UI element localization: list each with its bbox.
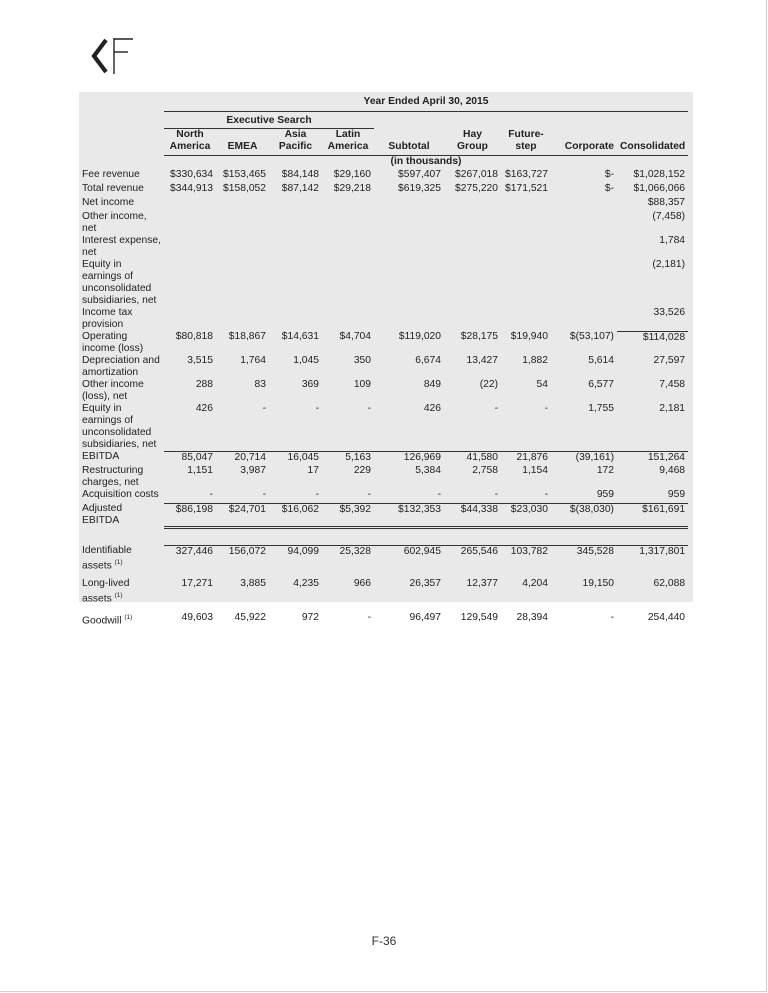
table-cell: 426 [195,403,213,414]
table-row [79,307,688,331]
table-cell: - [610,611,614,623]
table-row [79,545,688,572]
table-cell: 5,614 [588,355,614,366]
table-cell: 41,580 [444,451,501,465]
table-cell: $161,691 [617,503,688,527]
footnote-marker: (1) [124,613,133,621]
table-cell [322,307,374,331]
column-header-line2: Consolidated [620,141,686,152]
table-cell: $119,020 [398,331,441,342]
table-cell: 6,577 [588,379,614,390]
column-header-line1: Asia [284,129,307,140]
row-label [79,197,164,211]
table-cell [269,235,322,259]
table-cell: $29,160 [333,169,371,180]
table-cell: $171,521 [505,183,548,194]
table-cell: 83 [254,379,266,390]
table-cell: 265,546 [444,545,501,572]
table-cell: 9,468 [659,465,686,476]
table-cell: 2,181 [659,403,686,414]
column-header-row-2 [79,141,688,156]
table-cell: 6,674 [415,355,441,366]
table-cell [322,235,374,259]
table-cell: 5,384 [415,465,441,476]
column-header-line1: Hay [463,128,482,140]
table-cell [444,307,501,331]
table-cell: 1,154 [522,465,548,476]
table-cell: (22) [479,379,498,390]
table-row [79,259,688,307]
table-cell [322,197,374,211]
table-cell: 25,328 [322,545,374,572]
column-header-line2: step [515,141,537,152]
table-cell: 28,394 [516,611,548,623]
table-cell: $- [604,169,614,180]
table-cell: - [262,403,266,414]
table-cell: (2,181) [652,259,686,270]
table-cell [269,211,322,235]
table-cell: 1,784 [659,235,686,246]
table-cell: 5,163 [322,451,374,465]
table-cell: $153,465 [223,169,266,180]
row-label-text: Acquisition costs [82,489,159,500]
table-cell: 17,271 [181,578,213,590]
table-cell: 20,714 [216,451,269,465]
table-row [79,612,688,627]
column-header-line2: EMEA [227,141,258,152]
table-row [79,197,688,211]
table-cell: 129,549 [460,611,498,623]
column-header-line1 [374,129,444,142]
column-header-line1 [551,129,617,142]
table-cell: 4,204 [522,578,548,590]
table-cell [164,235,216,259]
table-cell [216,197,269,211]
units-row [79,156,688,170]
table-cell: $87,142 [281,183,319,194]
column-header-line2: America [327,141,369,152]
table-cell: 959 [667,489,686,500]
table-cell: 972 [301,611,319,623]
segment-table-panel [79,92,693,627]
table-cell: 4,235 [293,578,319,590]
row-label-text: Other income (loss), net [82,379,144,402]
table-cell: - [437,489,441,500]
table-cell [444,197,501,211]
table-cell: 327,446 [164,545,216,572]
table-cell [444,235,501,259]
table-row [79,355,688,379]
period-header-row [79,92,688,112]
row-label-text: Depreciation and amortization [82,355,160,378]
table-cell: 172 [596,465,614,476]
table-cell: 156,072 [216,545,269,572]
column-header-line1 [617,129,688,142]
table-row [79,465,688,489]
table-cell [216,235,269,259]
table-cell: 151,264 [617,451,688,465]
table-cell: - [544,403,548,414]
table-cell: $1,028,152 [633,169,686,180]
row-label-text: Equity in earnings of unconsolidated subsidiaries, net [82,259,157,306]
row-label-text: Identifiable assets [82,545,132,572]
table-cell: 103,782 [501,545,551,572]
table-cell: 1,045 [293,355,319,366]
table-cell: 1,882 [522,355,548,366]
table-cell [551,197,617,211]
column-header-line2: Corporate [564,141,614,152]
table-cell: 96,497 [409,611,441,623]
row-label [79,379,164,403]
table-cell: $158,052 [223,183,266,194]
table-row [79,489,688,503]
row-label [79,331,164,355]
table-cell: 959 [596,489,614,500]
table-cell: 45,922 [234,611,266,623]
table-cell: 3,515 [187,355,213,366]
row-label-text: Other income, net [82,211,147,234]
table-cell: - [315,403,319,414]
table-cell [501,197,551,211]
column-header-line1: Future- [508,128,544,140]
table-cell: 19,150 [582,578,614,590]
table-cell [501,259,551,307]
table-cell [374,197,444,211]
table-cell: 21,876 [501,451,551,465]
row-label [79,235,164,259]
table-cell: $84,148 [281,169,319,180]
table-cell: - [367,489,371,500]
table-cell: 1,755 [588,403,614,414]
row-label [79,355,164,379]
table-cell [269,259,322,307]
table-cell: $1,066,066 [633,183,686,194]
table-row [79,235,688,259]
table-cell: 12,377 [466,578,498,590]
row-label [79,403,164,451]
row-label-text: Interest expense, net [82,235,161,258]
table-cell: 288 [195,379,213,390]
table-row [79,578,688,605]
row-label [79,578,164,605]
table-cell: 109 [353,379,371,390]
table-row [79,169,688,183]
row-label-text: Goodwill [82,615,122,627]
table-cell: - [209,489,213,500]
table-cell [322,259,374,307]
table-cell [501,307,551,331]
table-cell: - [367,403,371,414]
table-cell: (39,161) [551,451,617,465]
table-row [79,211,688,235]
table-cell: 345,528 [551,545,617,572]
table-cell [322,211,374,235]
footnote-marker: (1) [114,592,123,600]
table-cell: $23,030 [501,503,551,527]
table-cell: - [262,489,266,500]
table-cell: 33,526 [653,307,686,318]
table-cell [216,307,269,331]
table-cell: $267,018 [455,169,498,180]
table-cell: 85,047 [164,451,216,465]
table-cell [164,197,216,211]
row-label-text: Income tax provision [82,307,133,330]
table-cell [444,211,501,235]
table-cell [269,197,322,211]
table-cell: $132,353 [374,503,444,527]
table-cell [164,259,216,307]
table-cell: $80,818 [175,331,213,342]
table-cell: $163,727 [505,169,548,180]
row-label-text: Restructuring charges, net [82,465,144,488]
table-cell: $88,357 [647,197,686,208]
page-number: F-36 [371,934,397,948]
column-header-line1 [216,129,269,142]
table-cell: 849 [423,379,441,390]
table-cell: (7,458) [652,211,686,222]
table-cell: 229 [353,465,371,476]
row-label-text: Total revenue [82,183,144,194]
table-cell: $4,704 [339,331,371,342]
table-cell: 350 [353,355,371,366]
table-cell: $330,634 [170,169,213,180]
row-label [79,451,164,465]
table-row [79,183,688,197]
table-cell [551,235,617,259]
row-label-text: Adjusted EBITDA [82,503,123,526]
table-row [79,331,688,355]
company-logo [88,36,138,76]
row-label-text: Long-lived assets [82,578,130,605]
table-cell: 7,458 [659,379,686,390]
segment-table [79,92,688,627]
table-cell: 369 [301,379,319,390]
table-cell [501,211,551,235]
table-cell: $29,218 [333,183,371,194]
row-label [79,465,164,489]
table-cell: - [494,489,498,500]
table-cell: $18,867 [228,331,266,342]
row-label-text: Net income [82,197,135,208]
table-cell [444,259,501,307]
table-cell: 27,597 [653,355,686,366]
table-cell: 1,764 [240,355,266,366]
row-label-text: EBITDA [82,451,120,462]
table-cell: 1,151 [187,465,213,476]
row-label [79,612,164,627]
table-cell: $28,175 [460,331,498,342]
column-header-line2: America [169,141,211,152]
table-cell: $344,913 [170,183,213,194]
table-cell [374,307,444,331]
table-row [79,503,688,527]
table-cell: $19,940 [510,331,548,342]
group-header-row [79,112,688,129]
column-header-row-1 [79,129,688,142]
units-label: (in thousands) [164,156,688,170]
table-cell: - [494,403,498,414]
table-cell: $114,028 [617,331,688,355]
table-cell: 26,357 [409,578,441,590]
column-header-line2: Group [457,141,488,152]
row-label [79,307,164,331]
table-cell: $619,325 [398,183,441,194]
table-cell: 1,317,801 [617,545,688,572]
executive-search-header: Executive Search [164,112,374,129]
table-cell: $24,701 [216,503,269,527]
column-header-line2: Pacific [278,141,313,152]
table-cell: 16,045 [269,451,322,465]
table-cell: 94,099 [269,545,322,572]
table-cell [216,211,269,235]
table-cell: 3,885 [240,578,266,590]
table-cell [501,235,551,259]
table-cell: $44,338 [444,503,501,527]
footnote-marker: (1) [114,559,123,566]
table-cell: - [544,489,548,500]
table-cell: - [315,489,319,500]
row-label-text: Operating income (loss) [82,331,144,354]
table-cell [216,259,269,307]
table-cell: 2,758 [472,465,498,476]
column-header-line1: North [176,129,204,140]
row-label [79,211,164,235]
table-cell: 254,440 [647,611,686,623]
table-cell: 49,603 [181,611,213,623]
column-header-line2: Subtotal [388,141,430,152]
row-label-text: Fee revenue [82,169,140,180]
table-cell: 426 [423,403,441,414]
table-cell: 54 [536,379,548,390]
table-row [79,403,688,451]
table-cell: - [367,611,371,623]
table-cell [269,307,322,331]
column-header-line1: Latin [335,129,361,140]
table-cell [374,211,444,235]
table-cell: 602,945 [374,545,444,572]
row-label-text: Equity in earnings of unconsolidated subsidiaries, net [82,403,157,450]
table-cell: $(38,030) [551,503,617,527]
table-cell [551,259,617,307]
row-label [79,259,164,307]
table-cell: $(53,107) [569,331,614,342]
row-label [79,545,164,572]
table-cell [374,235,444,259]
row-label [79,489,164,503]
table-cell: $- [604,183,614,194]
row-label [79,183,164,197]
row-label [79,503,164,527]
table-cell: $275,220 [455,183,498,194]
table-cell [164,307,216,331]
table-cell: 13,427 [466,355,498,366]
spacer-row [79,527,688,545]
table-cell [551,211,617,235]
table-cell: $16,062 [269,503,322,527]
table-cell: $86,198 [164,503,216,527]
table-cell [164,211,216,235]
table-cell: 966 [353,578,371,590]
period-header: Year Ended April 30, 2015 [164,92,688,112]
table-cell: 17 [307,465,319,476]
table-cell: $597,407 [398,169,441,180]
row-label [79,169,164,183]
table-cell: 126,969 [374,451,444,465]
table-cell: 3,987 [240,465,266,476]
table-cell: 62,088 [653,578,686,590]
table-cell [551,307,617,331]
table-cell: $14,631 [281,331,319,342]
table-row [79,379,688,403]
table-cell [374,259,444,307]
table-row [79,451,688,465]
table-cell: $5,392 [322,503,374,527]
